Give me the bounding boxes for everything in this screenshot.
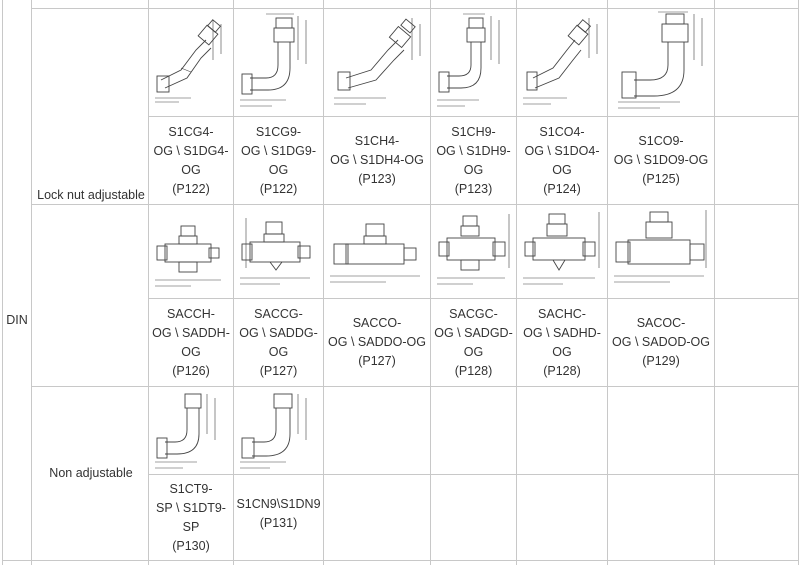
fitting-drawing-tee-adjustable-g xyxy=(236,208,321,296)
part-caption: SACCO- OG \ SADDO-OG (P127) xyxy=(328,316,426,368)
fitting-drawing-elbow-45 xyxy=(151,10,231,114)
grid-line xyxy=(2,0,3,565)
grid-line xyxy=(430,0,431,565)
group-label-lock-nut-adjustable: Lock nut adjustable xyxy=(37,187,145,202)
grid-line xyxy=(714,0,715,565)
fitting-drawing-elbow-90-oring xyxy=(610,10,712,114)
part-caption: S1CO4- OG \ S1DO4- OG (P124) xyxy=(524,124,600,196)
fitting-drawing-elbow-45-oring xyxy=(519,10,605,114)
grid-line xyxy=(323,0,324,565)
fitting-drawing-elbow-45-long xyxy=(326,10,428,114)
grid-line xyxy=(31,386,799,387)
group-label-din: DIN xyxy=(6,312,28,327)
fitting-drawing-elbow-90-swivel xyxy=(151,390,231,472)
grid-line xyxy=(31,0,32,565)
part-caption: SACCG- OG \ SADDG- OG (P127) xyxy=(239,306,318,378)
part-caption: S1CT9- SP \ S1DT9- SP (P130) xyxy=(156,481,226,553)
fitting-drawing-tee-run-h xyxy=(519,208,605,296)
fitting-drawing-tee-adjustable-o xyxy=(326,208,428,296)
part-caption: S1CG4- OG \ S1DG4- OG (P122) xyxy=(153,124,229,196)
fitting-drawing-tee-run-o xyxy=(610,208,712,296)
part-caption: S1CH4- OG \ S1DH4-OG (P123) xyxy=(330,134,424,186)
fitting-drawing-tee-adjustable xyxy=(151,208,231,296)
grid-line xyxy=(798,0,799,565)
part-caption: SACHC- OG \ SADHD- OG (P128) xyxy=(523,306,601,378)
part-caption: S1CO9- OG \ S1DO9-OG (P125) xyxy=(613,134,709,186)
grid-line xyxy=(31,8,799,9)
part-caption: SACOC- OG \ SADOD-OG (P129) xyxy=(612,316,710,368)
fitting-drawing-tee-run xyxy=(433,208,514,296)
part-caption: S1CG9- OG \ S1DG9- OG (P122) xyxy=(240,124,317,196)
grid-line xyxy=(607,0,608,565)
fitting-drawing-elbow-90-banjo xyxy=(433,10,514,114)
part-caption: SACGC- OG \ SADGD- OG (P128) xyxy=(434,306,513,378)
part-caption: S1CH9- OG \ S1DH9- OG (P123) xyxy=(436,124,511,196)
grid-line xyxy=(516,0,517,565)
group-label-non-adjustable: Non adjustable xyxy=(49,465,133,480)
fitting-drawing-elbow-90-nut xyxy=(236,390,321,472)
part-caption: S1CN9\S1DN9 (P131) xyxy=(236,497,321,530)
fitting-drawing-elbow-90 xyxy=(236,10,321,114)
part-caption: SACCH- OG \ SADDH- OG (P126) xyxy=(152,306,230,378)
grid-line xyxy=(2,560,799,561)
